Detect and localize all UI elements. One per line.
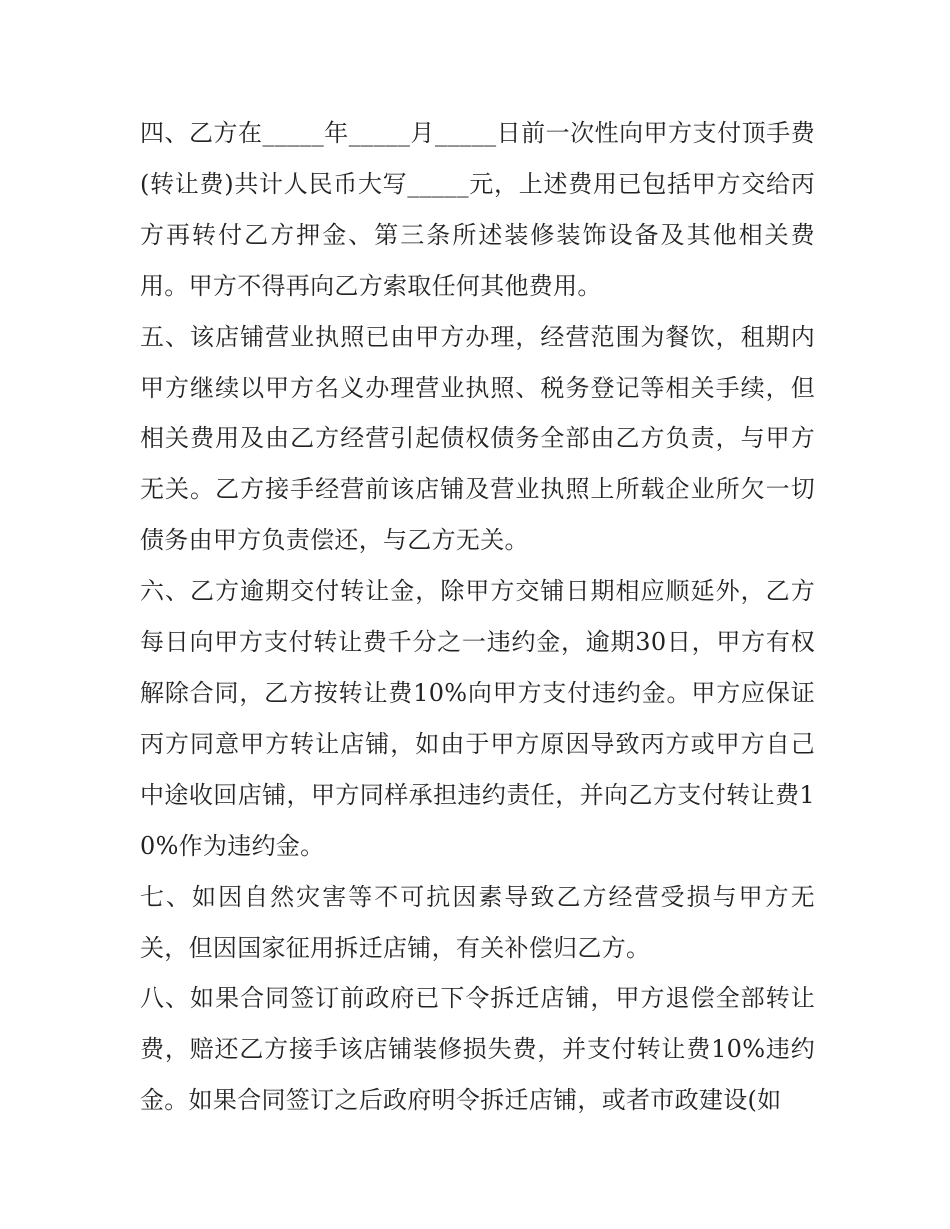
document-body [140, 108, 815, 1126]
clause-5-paragraph: 五、该店铺营业执照已由甲方办理，经营范围为餐饮，租期内甲方继续以甲方名义办理营业执照、税务登记等相关手续，但相关费用及由乙方经营引起债权债务全部由乙方负责，与甲方无关。乙方接手经营前该店铺及营业执照上所载企业所欠一切债务由甲方负责偿还，与乙方无关。 [140, 322, 815, 555]
clause-6-paragraph: 六、乙方逾期交付转让金，除甲方交铺日期相应顺延外，乙方每日向甲方支付转让费千分之一违约金，逾期30日，甲方有权解除合同，乙方按转让费10%向甲方支付违约金。甲方应保证丙方同意甲方转让店铺，如由于甲方原因导致丙方或甲方自己中途收回店铺，甲方同样承担违约责任，并向乙方支付转让费10%作为违约金。 [140, 577, 815, 860]
clause-4-paragraph: 四、乙方在_____年_____月_____日前一次性向甲方支付顶手费(转让费)共计人民币大写_____元，上述费用已包括甲方交给丙方再转付乙方押金、第三条所述装修装饰设备及其他相关费用。甲方不得再向乙方索取任何其他费用。 [140, 119, 815, 300]
clause-7-paragraph: 七、如因自然灾害等不可抗因素导致乙方经营受损与甲方无关，但因国家征用拆迁店铺，有关补偿归乙方。 [140, 882, 815, 962]
clause-8-paragraph: 八、如果合同签订前政府已下令拆迁店铺，甲方退偿全部转让费，赔还乙方接手该店铺装修损失费，并支付转让费10%违约金。如果合同签订之后政府明令拆迁店铺，或者市政建设(如 [140, 984, 815, 1115]
